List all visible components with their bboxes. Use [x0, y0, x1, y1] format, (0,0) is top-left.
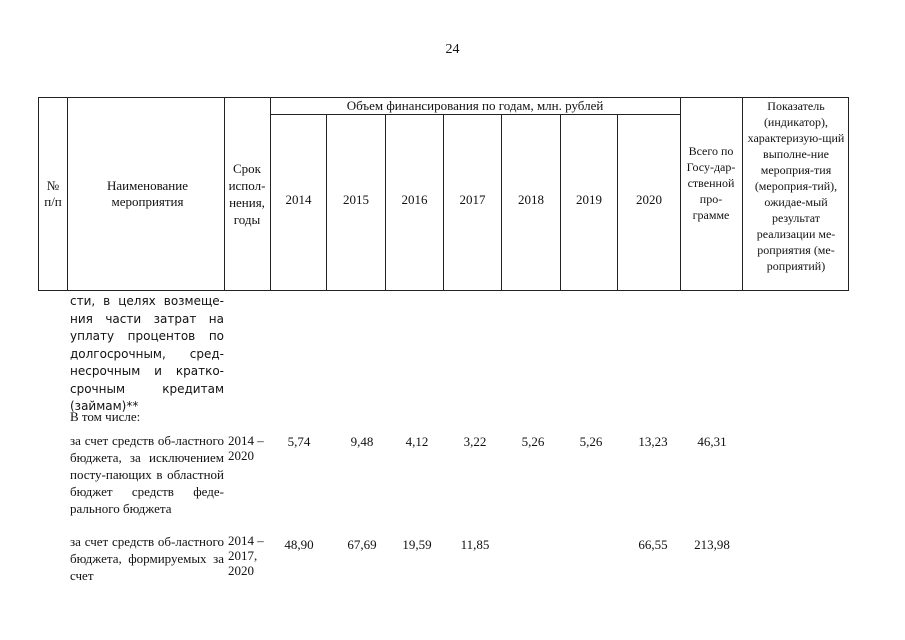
row-value: 67,69	[347, 537, 377, 552]
row-value: 9,48	[350, 434, 374, 449]
header-year: 2015	[343, 192, 369, 207]
header-year: 2016	[401, 192, 428, 207]
header-year: 2014	[285, 192, 312, 207]
header-num: № п/п	[44, 178, 62, 209]
header-year: 2018	[518, 192, 544, 207]
header-divider	[680, 97, 681, 291]
header-indicator: Показатель (индикатор), характеризую-щий выполне-ние мероприя-тия (мероприя-тий), ожидае-мый результат реализации ме-роприятия (ме-роприятий)	[747, 99, 845, 273]
page-number: 24	[445, 42, 460, 57]
row-name: за счет средств об-ластного бюджета, за исключением посту-пающих в областной бюджет средств феде-рального бюджета	[70, 433, 224, 516]
row-total: 46,31	[697, 434, 727, 449]
header-divider	[270, 114, 680, 115]
header-year: 2017	[459, 192, 486, 207]
subheading: В том числе:	[70, 409, 141, 424]
header-term: Срок испол-нения, годы	[228, 161, 266, 227]
header-name: Наименование мероприятия	[107, 178, 188, 209]
row-value: 19,59	[402, 537, 432, 552]
measure-description: сти, в целях возмеще-ния части затрат на уплату процентов по долгосрочным, сред-несрочным и кратко-срочным кредитам (займам)**	[70, 294, 224, 413]
header-year: 2019	[576, 192, 602, 207]
row-value: 5,74	[287, 434, 311, 449]
header-funding-group: Объем финансирования по годам, млн. рублей	[346, 98, 604, 113]
row-term: 2014 – 2017, 2020	[228, 533, 264, 578]
header-divider	[742, 97, 743, 291]
row-term: 2014 – 2020	[228, 433, 264, 463]
row-value: 11,85	[460, 537, 490, 552]
row-value: 3,22	[463, 434, 487, 449]
row-value: 48,90	[284, 537, 314, 552]
header-year: 2020	[636, 192, 662, 207]
row-total: 213,98	[694, 537, 730, 552]
row-name: за счет средств об-ластного бюджета, формируемых за счет	[70, 534, 224, 583]
row-value: 13,23	[638, 434, 668, 449]
row-value: 66,55	[638, 537, 668, 552]
header-total: Всего по Госу-дар-ственной про-грамме	[686, 144, 736, 222]
row-value: 5,26	[579, 434, 603, 449]
header-divider	[67, 97, 68, 291]
row-value: 5,26	[521, 434, 545, 449]
row-value: 4,12	[405, 434, 429, 449]
